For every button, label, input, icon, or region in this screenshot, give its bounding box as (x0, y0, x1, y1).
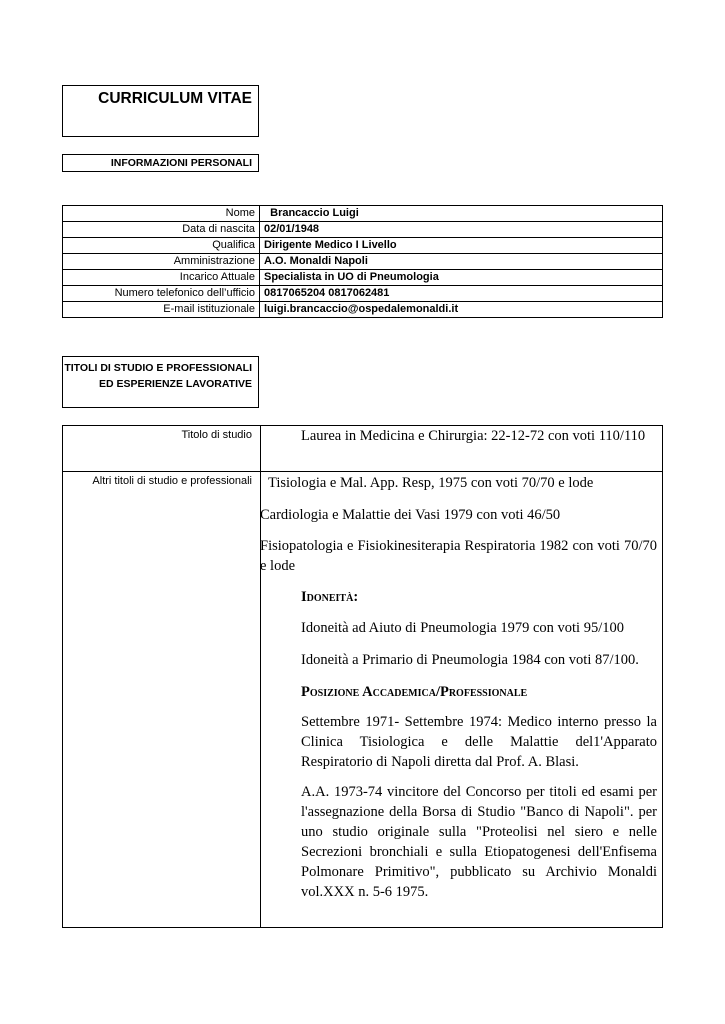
specialization-item: Fisiopatologia e Fisiokinesiterapia Respiratoria 1982 con voti 70/70 e lode (260, 538, 657, 574)
info-row-qualifica (63, 238, 663, 254)
info-value: A.O. Monaldi Napoli (260, 254, 663, 270)
personal-info-heading: INFORMAZIONI PERSONALI (110, 157, 252, 169)
info-row-email (63, 302, 663, 318)
info-key: E-mail istituzionale (63, 302, 260, 318)
document-title: CURRICULUM VITAE (98, 90, 252, 107)
position-item: Settembre 1971- Settembre 1974: Medico interno presso la Clinica Tisiologica e delle Malattie del1'Apparato Respiratorio di Napoli diretta dal Prof. A. Blasi. (301, 714, 657, 770)
idoneita-item: Idoneità a Primario di Pneumologia 1984 con voti 87/100. (301, 652, 639, 668)
degree-value: Laurea in Medicina e Chirurgia: 22-12-72 con voti 110/110 (301, 428, 646, 444)
info-value (260, 206, 663, 222)
info-key: Numero telefonico dell’ufficio (63, 286, 260, 302)
other-titles-label: Altri titoli di studio e professionali (92, 475, 252, 487)
personal-info-section-box (62, 154, 259, 172)
info-row-incarico (63, 270, 663, 286)
info-value: 0817065204 0817062481 (260, 286, 663, 302)
info-row-birthdate (63, 222, 663, 238)
info-value: 02/01/1948 (260, 222, 663, 238)
titles-section-box (62, 356, 259, 408)
info-row-name (63, 206, 663, 222)
titles-heading: TITOLI DI STUDIO E PROFESSIONALI ED ESPERIENZE LAVORATIVE (64, 362, 252, 390)
column-divider (260, 426, 261, 927)
info-key: Amministrazione (63, 254, 260, 270)
info-row-phone (63, 286, 663, 302)
personal-info-table (62, 205, 663, 318)
cv-title-box (62, 85, 259, 137)
info-key: Qualifica (63, 238, 260, 254)
row-divider (63, 471, 662, 472)
info-key: Incarico Attuale (63, 270, 260, 286)
degree-label: Titolo di studio (181, 429, 252, 441)
info-value-text: Brancaccio Luigi (270, 207, 359, 219)
info-key: Nome (63, 206, 260, 222)
idoneita-item: Idoneità ad Aiuto di Pneumologia 1979 con voti 95/100 (301, 620, 624, 636)
info-value: luigi.brancaccio@ospedalemonaldi.it (260, 302, 663, 318)
position-item: A.A. 1973-74 vincitore del Concorso per titoli ed esami per l'assegnazione della Borsa di Studio "Banco di Napoli". per uno studio originale sulla "Proteolisi nel siero e nelle Secrezioni bronchiali e sulla Etiopatogenesi dell'Enfisema Polmonare Primitivo", pubblicato su Archivio Monaldi vol.XXX n. 5-6 1975. (301, 784, 657, 900)
specialization-item: Tisiologia e Mal. App. Resp, 1975 con voti 70/70 e lode (268, 475, 594, 491)
info-value: Dirigente Medico I Livello (260, 238, 663, 254)
specialization-item: Cardiologia e Malattie dei Vasi 1979 con voti 46/50 (260, 507, 561, 523)
info-value: Specialista in UO di Pneumologia (260, 270, 663, 286)
info-row-amministrazione (63, 254, 663, 270)
info-key: Data di nascita (63, 222, 260, 238)
idoneita-heading: Idoneità: (301, 589, 359, 605)
education-table (62, 425, 663, 928)
position-heading: Posizione Accademica/Professionale (301, 684, 528, 700)
